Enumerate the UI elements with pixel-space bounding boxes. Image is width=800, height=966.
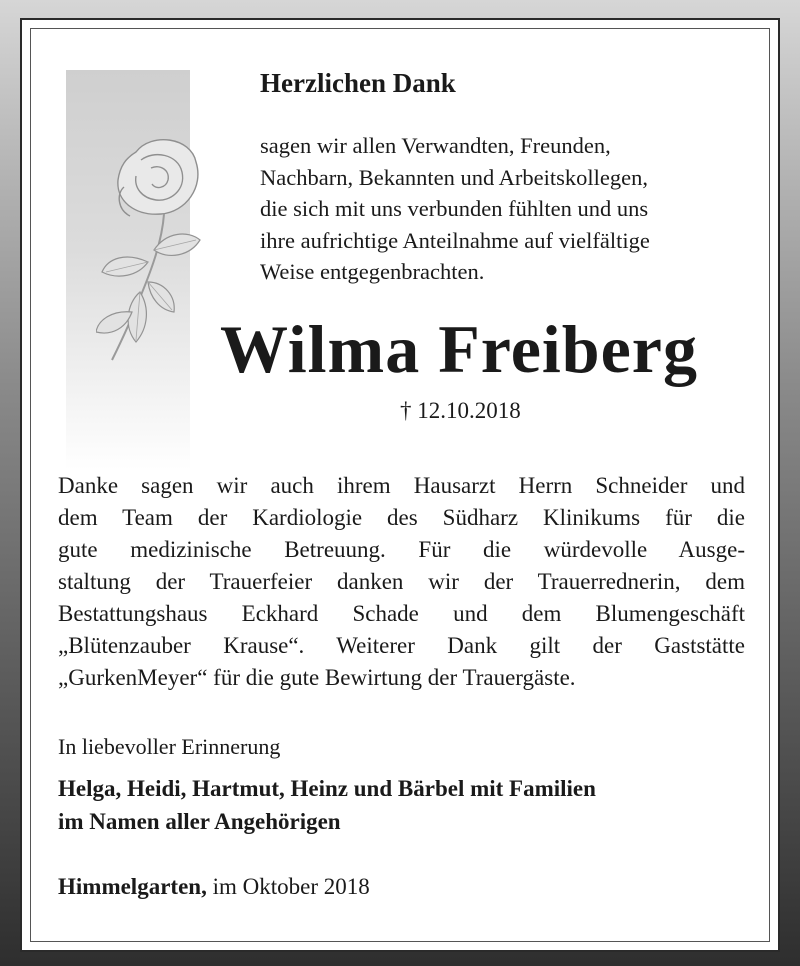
- body-text: [58, 470, 745, 694]
- body-line: staltung der Trauerfeier danken wir der Trauerrednerin, dem: [58, 569, 745, 594]
- intro-line: ihre aufrichtige Anteilnahme auf vielfältige: [260, 227, 650, 253]
- memory-line: In liebevoller Erinnerung: [58, 734, 281, 759]
- intro-line: Weise entgegenbrachten.: [260, 259, 485, 284]
- rose-panel: [66, 70, 190, 470]
- body-line: dem Team der Kardiologie des Südharz Klinikums für die: [58, 505, 745, 530]
- rose-icon: [96, 132, 206, 362]
- intro-line: sagen wir allen Verwandten, Freunden,: [260, 133, 611, 158]
- family-line: im Namen aller Angehörigen: [58, 809, 341, 834]
- death-date: † 12.10.2018: [400, 398, 521, 423]
- deceased-name: Wilma Freiberg: [220, 311, 698, 387]
- body-line: gute medizinische Betreuung. Für die würdevolle Ausge-: [58, 537, 745, 562]
- body-line: „GurkenMeyer“ für die gute Bewirtung der Trauergäste.: [58, 665, 576, 690]
- intro-text: [260, 130, 746, 288]
- body-line: Danke sagen wir auch ihrem Hausarzt Herrn Schneider und: [58, 473, 745, 498]
- family-line: Helga, Heidi, Hartmut, Heinz und Bärbel mit Familien: [58, 776, 596, 801]
- heading: Herzlichen Dank: [260, 68, 456, 98]
- intro-line: die sich mit uns verbunden fühlten und uns: [260, 196, 649, 221]
- body-line: „Blütenzauber Krause“. Weiterer Dank gilt der Gaststätte: [58, 633, 745, 658]
- obituary-card: [20, 18, 780, 952]
- place-date-line: [58, 874, 370, 900]
- place: Himmelgarten,: [58, 874, 207, 899]
- body-line: Bestattungshaus Eckhard Schade und dem Blumengeschäft: [58, 601, 745, 626]
- intro-line: Nachbarn, Bekannten und Arbeitskollegen,: [260, 164, 649, 190]
- family-signature: [58, 772, 596, 838]
- date-text: im Oktober 2018: [206, 874, 370, 899]
